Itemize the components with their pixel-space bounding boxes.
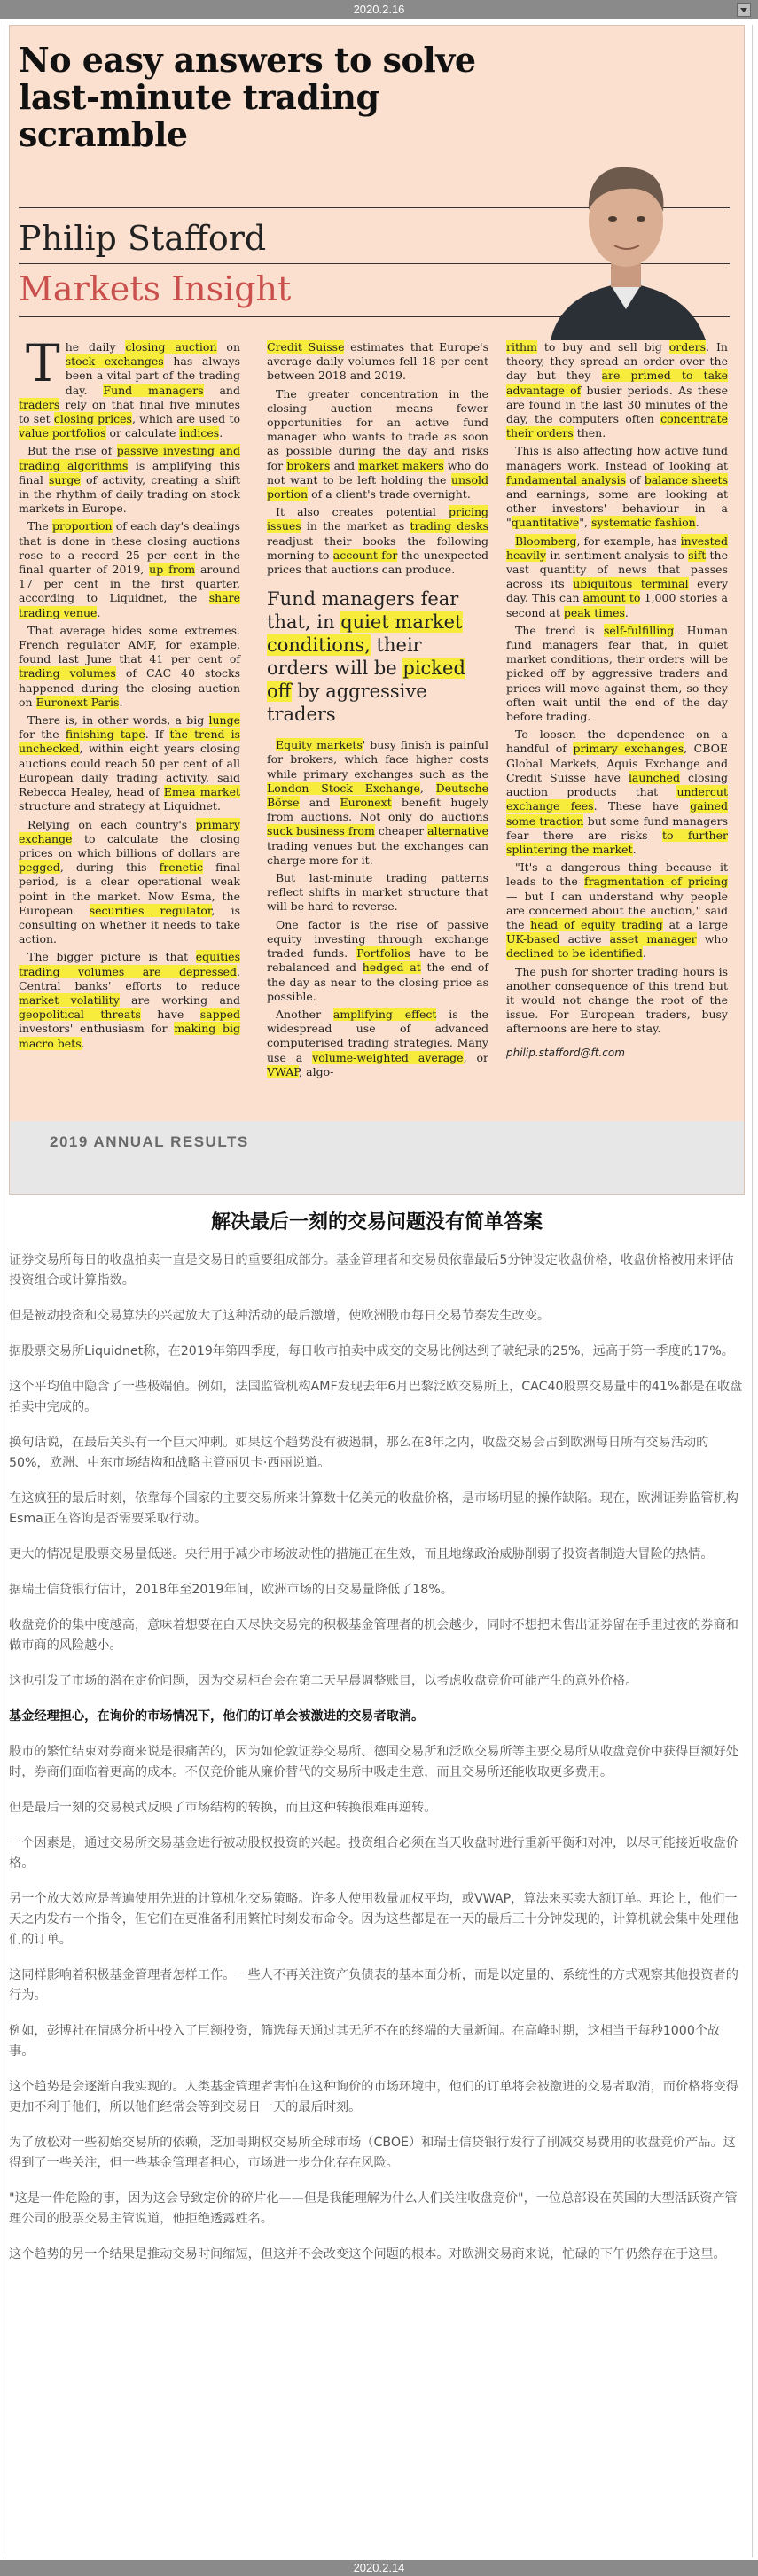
translation-paragraph: 另一个放大效应是普遍使用先进的计算机化交易策略。许多人使用数量加权平均，或VWAP，算法来买卖大额订单。理论上，他们一天之内发布一个指令，但它们在更准备利用繁忙时刻发布命令。因为这些都是在一天的最后三十分钟发现的，计算机就会集中处理他们的订单。 xyxy=(9,1892,738,1947)
highlight: Portfolios xyxy=(356,946,410,961)
bottom-date-bar xyxy=(0,2560,758,2576)
column-1 xyxy=(19,333,241,1055)
translation-paragraph: 换句话说，在最后关头有一个巨大冲刺。如果这个趋势没有被遏制，那么在8年之内，收盘交易会占到欧洲每日所有交易活动的50%，欧洲、中东市场结构和战略主管丽贝卡·西丽说道。 xyxy=(9,1436,709,1470)
translation-paragraph: 在这疯狂的最后时刻，依靠每个国家的主要交易所来计算数十亿美元的收盘价格，是市场明显的操作缺陷。现在，欧洲证券监管机构Esma正在咨询是否需要采取行动。 xyxy=(9,1491,738,1526)
highlight: amount to xyxy=(582,591,641,605)
highlight: self-fulfilling xyxy=(603,623,675,637)
highlight: alternative xyxy=(427,824,488,838)
article-paragraph: "It's a dangerous thing because it leads to the fragmentation of pricing — but I can understand why people are concerned about the auction," said the head of equity trading at a large UK-based active asset manager who declined to be identified. xyxy=(506,860,729,961)
highlight: to further splintering the market xyxy=(506,828,728,856)
highlight: surge xyxy=(48,472,81,486)
article-author: Philip Stafford xyxy=(19,219,267,258)
column-name: Markets Insight xyxy=(19,269,292,308)
highlight: VWAP xyxy=(267,1064,300,1078)
translation-paragraph: 收盘竞价的集中度越高，意味着想要在白天尽快交易完的积极基金管理者的机会越少，同时不想把未售出证券留在手里过夜的券商和做市商的风险越小。 xyxy=(9,1618,738,1653)
highlight: gained some traction xyxy=(506,799,728,828)
highlight: the trend is unchecked xyxy=(19,728,241,756)
highlight: UK-based xyxy=(506,932,560,946)
chinese-translation xyxy=(9,1198,745,2280)
highlight: passive investing and trading algorithms xyxy=(19,444,240,472)
highlight: asset manager xyxy=(609,932,697,946)
highlight: balance sheets xyxy=(644,472,728,486)
highlight: peak times xyxy=(563,605,625,619)
highlight: trading desks xyxy=(410,519,489,533)
translation-paragraph: 这个趋势是会逐渐自我实现的。人类基金管理者害怕在这种询价的市场环境中，他们的订单将会被激进的交易者取消，而价格将变得更加不利于他们，所以他们经常会等到交易日一天的最后时刻。 xyxy=(9,2080,738,2114)
article-paragraph: Credit Suisse estimates that Europe's average daily volumes fell 18 per cent between 2018 and 2019. xyxy=(267,340,488,383)
highlight: stock exchanges xyxy=(65,354,164,369)
highlight: market volatility xyxy=(19,992,120,1007)
article-paragraph: rithm to buy and sell big orders. In theory, they spread an order over the day but they are primed to take advantage of busier periods. As these are found in the last 30 minutes of the day, the computers often concentrate their orders then. xyxy=(506,340,729,440)
right-border xyxy=(752,25,753,2557)
column-2 xyxy=(267,340,488,1083)
translation-paragraph: 但是被动投资和交易算法的兴起放大了这种活动的最后激增，使欧洲股市每日交易节奏发生改变。 xyxy=(9,1309,551,1323)
highlight: Equity markets xyxy=(276,738,363,752)
highlight: Deutsche Börse xyxy=(267,781,489,810)
highlight: securities regulator xyxy=(89,903,212,917)
drop-cap: T xyxy=(26,333,60,393)
highlight: proportion xyxy=(51,519,113,533)
highlight: closing prices xyxy=(53,412,132,426)
article-paragraph: One factor is the rise of passive equity investing through exchange traded funds. Portfolios have to be rebalanced and hedged at the end of the day as near to the closing price as possible. xyxy=(267,917,488,1003)
highlight: concentrate their orders xyxy=(506,412,728,440)
translation-paragraph: 更大的情况是股票交易量低迷。央行用于减少市场波动性的措施正在生效，而且地缘政治威胁削弱了投资者制造大冒险的热情。 xyxy=(9,1547,714,1561)
article-paragraph: The push for shorter trading hours is another consequence of this trend but it would not change the root of the issue. For European traders, busy afternoons are here to stay. xyxy=(506,964,728,1036)
highlight: Credit Suisse xyxy=(267,340,345,354)
highlight: trading volumes xyxy=(19,666,116,681)
article-paragraph: But last-minute trading patterns reflect shifts in market structure that will be hard to reverse. xyxy=(267,871,488,914)
highlight: closing auction xyxy=(125,340,217,354)
article-paragraph: The trend is self-fulfilling. Human fund managers fear that, in quiet market conditions, their orders will be picked off by aggressive traders and prices will move against them, so they often wait until the end of the day before trading. xyxy=(506,623,728,724)
column-3 xyxy=(506,340,728,1060)
article-paragraph: But the rise of passive investing and trading algorithms is amplifying this final surge of activity, creating a shift in the rhythm of daily trading on stock markets in Europe. xyxy=(19,444,240,516)
highlight: declined to be identified xyxy=(506,946,643,961)
highlight: equities trading volumes are depressed xyxy=(19,950,240,978)
highlight: account for xyxy=(332,548,398,562)
article-paragraph: The daily closing auction on stock exchanges has always been a vital part of the trading day. Fund managers and traders rely on that final five minutes to set closing prices, which are used to value portfolios or calculate indices. xyxy=(19,333,241,440)
pull-quote: Fund managers fear that, in quiet market conditions, their orders will be picked off by aggressive traders xyxy=(267,588,465,726)
highlight: rithm xyxy=(506,340,537,354)
highlight: brokers xyxy=(286,458,331,472)
highlight: fragmentation of pricing xyxy=(583,875,728,889)
translation-title: 解决最后一刻的交易问题没有简单答案 xyxy=(210,1211,543,1234)
highlight: share trading venue xyxy=(19,591,240,619)
highlight: value portfolios xyxy=(19,426,106,440)
highlight: Fund managers xyxy=(103,383,204,397)
highlight: undercut exchange fees xyxy=(506,785,728,813)
highlight: finishing tape xyxy=(65,728,145,742)
highlight: orders xyxy=(668,340,707,354)
article-paragraph: There is, in other words, a big lunge for the finishing tape. If the trend is unchecked, within eight years closing auctions could reach 50 per cent of all European daily trading activity, said Rebecca Healey, head of Emea market structure and strategy at Liquidnet. xyxy=(19,713,241,813)
highlight: launched xyxy=(628,770,680,784)
article-paragraph: Another amplifying effect is the widespread use of advanced computerised trading strategies. Many use a volume-weighted average, or VWAP, algo- xyxy=(267,1007,488,1078)
highlight: amplifying effect xyxy=(332,1007,437,1021)
translation-paragraph: 基金经理担心，在询价的市场情况下，他们的订单会被激进的交易者取消。 xyxy=(9,1709,425,1724)
article-paragraph: To loosen the dependence on a handful of primary exchanges, CBOE Global Markets, Aquis Exchange and Credit Suisse have launched closing auction products that undercut exchange fees. These have gained some traction but some fund managers fear there are risks to further splintering the market. xyxy=(506,728,728,856)
translation-paragraph: 但是最后一刻的交易模式反映了市场结构的转换，而且这种转换很难再逆转。 xyxy=(9,1801,437,1815)
highlight: ubiquitous terminal xyxy=(573,577,689,591)
highlight: Euronext xyxy=(340,796,392,810)
translation-paragraph: 据股票交易所Liquidnet称，在2019年第四季度，每日收市拍卖中成交的交易比例达到了破纪录的25%，远高于第一季度的17%。 xyxy=(9,1344,734,1358)
translation-body xyxy=(9,1250,745,2265)
highlight: frenetic xyxy=(159,860,204,875)
translation-paragraph: 这也引发了市场的潜在定价问题，因为交易柜台会在第二天早晨调整账目，以考虑收盘竞价可能产生的意外价格。 xyxy=(9,1674,638,1688)
article-headline: No easy answers to solve last-minute trading scramble xyxy=(19,40,476,154)
highlight: Bloomberg xyxy=(515,533,577,548)
collapse-icon[interactable] xyxy=(737,3,751,17)
translation-paragraph: 例如，彭博社在情感分析中投入了巨额投资，筛选每天通过其无所不在的终端的大量新闻。在高峰时期，这相当于每秒1000个故事。 xyxy=(9,2024,721,2058)
highlight: lunge xyxy=(208,713,240,728)
highlight: indices xyxy=(179,426,220,440)
annual-results-banner xyxy=(10,1121,745,1195)
highlight: fundamental analysis xyxy=(506,472,627,486)
highlight: systematic fashion xyxy=(591,516,696,530)
highlight: sift xyxy=(688,548,707,562)
highlight: making big macro bets xyxy=(19,1022,240,1050)
top-date-bar xyxy=(0,0,758,19)
highlight: volume-weighted average xyxy=(312,1050,464,1064)
article-paragraph: Equity markets' busy finish is painful for brokers, which face higher costs while primary exchanges such as the London Stock Exchange, Deutsche Börse and Euronext benefit hugely from auctions. Not only do auctions suck business from cheaper alternative trading venues but the exchanges can charge more for it. xyxy=(267,738,489,867)
translation-paragraph: 据瑞士信贷银行估计，2018年至2019年间，欧洲市场的日交易量降低了18%。 xyxy=(9,1583,453,1597)
highlight: Emea market xyxy=(163,785,240,799)
article-paragraph: This is also affecting how active fund managers work. Instead of looking at fundamental analysis of balance sheets and earnings, some are looking at other investors' behaviour in a "quantitative", systematic fashion. xyxy=(506,444,728,530)
highlight: suck business from xyxy=(267,824,375,838)
article-paragraph: The greater concentration in the closing auction means fewer opportunities for an active fund manager who wants to trade as soon as possible during the day and risks for brokers and market makers who do not want to be left holding the unsold portion of a client's trade overnight. xyxy=(267,386,489,502)
translation-paragraph: 这个趋势的另一个结果是推动交易时间缩短，但这并不会改变这个问题的根本。对欧洲交易商来说，忙碌的下午仍然存在于这里。 xyxy=(9,2247,726,2261)
translation-paragraph: 为了放松对一些初始交易所的依赖，芝加哥期权交易所全球市场（CBOE）和瑞士信贷银行发行了削减交易费用的收盘竞价产品。这得到了一些关注，但一些基金管理者担心，市场进一步分化存在风险。 xyxy=(9,2136,736,2170)
highlight: geopolitical threats xyxy=(19,1008,141,1022)
highlight: London Stock Exchange xyxy=(267,781,420,795)
article-paragraph: It also creates potential pricing issues in the market as trading desks readjust their books the following morning to account for the unexpected prices that auctions can produce. xyxy=(267,505,489,577)
translation-paragraph: 这个平均值中隐含了一些极端值。例如，法国监管机构AMF发现去年6月巴黎泛欧交易所上，CAC40股票交易量中的41%都是在收盘拍卖中完成的。 xyxy=(9,1380,743,1414)
article-paragraph: That average hides some extremes. French regulator AMF, for example, found last June that 41 per cent of trading volumes of CAC 40 stocks happened during the closing auction on Euronext Paris. xyxy=(19,623,240,709)
translation-paragraph: 股市的繁忙结束对券商来说是很痛苦的，因为如伦敦证券交易所、德国交易所和泛欧交易所等主要交易所从收盘竞价中获得巨额好处时，券商们面临着更高的成本。不仅竞价能从廉价替代的交易所中吸走生意，而且交易所还能收取更多费用。 xyxy=(9,1745,738,1779)
translation-paragraph: "这是一件危险的事，因为这会导致定价的碎片化——但是我能理解为什么人们关注收盘竞价"，一位总部设在英国的大型活跃资产管理公司的股票交易主管说道，他拒绝透露姓名。 xyxy=(9,2191,738,2226)
highlight: sapped xyxy=(199,1008,240,1022)
author-portrait xyxy=(533,132,719,340)
article-paragraph: Relying on each country's primary exchange to calculate the closing prices on which billions of dollars are pegged, during this frenetic final period, is a clear operational weak point in the market. Now Esma, the European securities regulator, is consulting on whether it needs to take action. xyxy=(19,817,240,946)
article-paragraph: Bloomberg, for example, has invested heavily in sentiment analysis to sift the vast quantity of news that passes across its ubiquitous terminal every day. This can amount to 1,000 stories a second at peak times. xyxy=(506,533,729,619)
highlight: unsold portion xyxy=(267,472,488,502)
highlight: traders xyxy=(19,397,60,411)
highlight: are primed to take advantage of xyxy=(506,369,729,397)
article-paragraph: The proportion of each day's dealings that is done in these closing auctions rose to a record 25 per cent in the final quarter of 2019, up from around 17 per cent in the first quarter, according to Liquidnet, the share trading venue. xyxy=(19,519,241,619)
highlight: up from xyxy=(149,563,196,577)
translation-paragraph: 一个因素是，通过交易所交易基金进行被动股权投资的兴起。投资组合必须在当天收盘时进行重新平衡和对冲，以尽可能接近收盘价格。 xyxy=(9,1836,738,1871)
bottom-date: 2020.2.14 xyxy=(353,2561,405,2574)
annual-results-label: 2019 ANNUAL RESULTS xyxy=(50,1133,249,1150)
highlight: invested heavily xyxy=(506,533,728,562)
highlight: pegged xyxy=(19,860,60,875)
top-date: 2020.2.16 xyxy=(353,3,405,16)
translation-paragraph: 这同样影响着积极基金管理者怎样工作。一些人不再关注资产负债表的基本面分析，而是以定量的、系统性的方式观察其他投资者的行为。 xyxy=(9,1968,738,2003)
translation-paragraph: 证券交易所每日的收盘拍卖一直是交易日的重要组成部分。基金管理者和交易员依靠最后5分钟设定收盘价格，收盘价格被用来评估投资组合或计算指数。 xyxy=(9,1253,734,1288)
highlight: market makers xyxy=(358,458,444,472)
highlight: primary exchange xyxy=(19,817,240,845)
author-email: philip.stafford@ft.com xyxy=(506,1046,625,1059)
highlight: primary exchanges xyxy=(573,742,684,756)
highlight: hedged at xyxy=(362,961,421,975)
highlight: head of equity trading xyxy=(530,917,663,931)
highlight: pricing issues xyxy=(267,505,488,533)
article-paragraph: The bigger picture is that equities trading volumes are depressed. Central banks' efforts to reduce market volatility are working and geopolitical threats have sapped investors' enthusiasm for making big macro bets. xyxy=(19,950,241,1050)
newspaper-clipping xyxy=(9,25,745,1195)
highlight: quantitative xyxy=(511,516,580,530)
highlight: Euronext Paris xyxy=(35,695,120,709)
